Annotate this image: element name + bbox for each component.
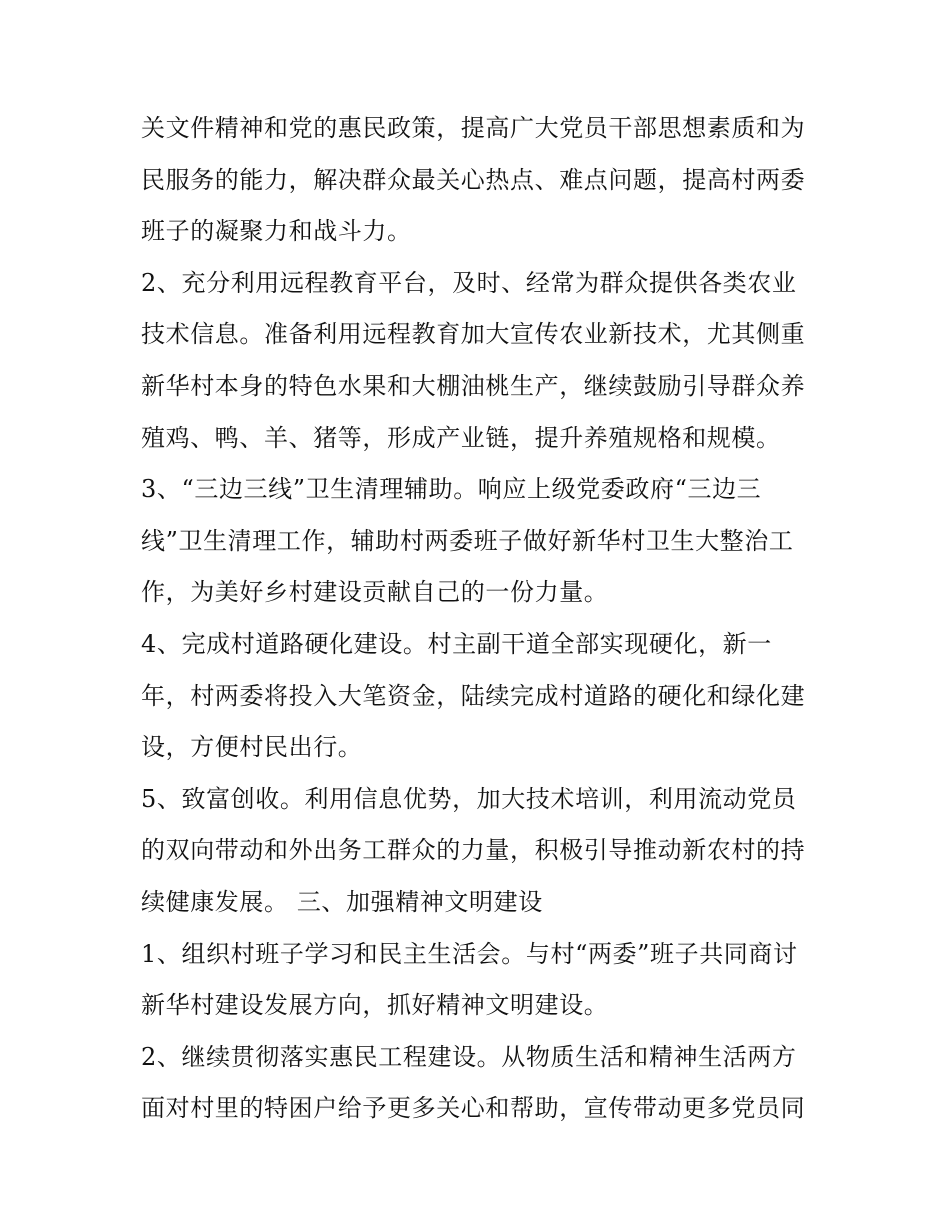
text-line: 技术信息。准备利用远程教育加大宣传农业新技术，尤其侧重 — [141, 320, 806, 349]
text-line: 的双向带动和外出务工群众的力量，积极引导推动新农村的持 — [141, 836, 806, 865]
text-line: 班子的凝聚力和战斗力。 — [141, 217, 412, 246]
document-body — [141, 103, 821, 1135]
text-line: 2、继续贯彻落实惠民工程建设。从物质生活和精神生活两方 — [141, 1042, 797, 1071]
text-line: 1、组织村班子学习和民主生活会。与村“两委”班子共同商讨 — [141, 939, 798, 968]
text-line: 2、充分利用远程教育平台，及时、经常为群众提供各类农业 — [141, 268, 797, 297]
text-line: 续健康发展。 三、加强精神文明建设 — [141, 887, 543, 916]
text-line: 3、“三边三线”卫生清理辅助。响应上级党委政府“三边三 — [141, 475, 762, 504]
text-line: 年，村两委将投入大笔资金，陆续完成村道路的硬化和绿化建 — [141, 681, 806, 710]
text-line: 殖鸡、鸭、羊、猪等，形成产业链，提升养殖规格和规模。 — [141, 423, 781, 452]
text-line: 新华村本身的特色水果和大棚油桃生产，继续鼓励引导群众养 — [141, 371, 806, 400]
text-line: 作，为美好乡村建设贡献自己的一份力量。 — [141, 578, 609, 607]
text-line: 民服务的能力，解决群众最关心热点、难点问题，提高村两委 — [141, 165, 806, 194]
text-line: 关文件精神和党的惠民政策，提高广大党员干部思想素质和为 — [141, 114, 806, 142]
text-line: 设，方便村民出行。 — [141, 733, 363, 762]
text-line: 4、完成村道路硬化建设。村主副干道全部实现硬化，新一 — [141, 629, 772, 658]
text-line: 新华村建设发展方向，抓好精神文明建设。 — [141, 991, 609, 1020]
text-line: 5、致富创收。利用信息优势，加大技术培训，利用流动党员 — [141, 784, 797, 813]
text-line: 线”卫生清理工作，辅助村两委班子做好新华村卫生大整治工 — [141, 526, 794, 555]
text-line: 面对村里的特困户给予更多关心和帮助，宣传带动更多党员同 — [141, 1094, 806, 1123]
